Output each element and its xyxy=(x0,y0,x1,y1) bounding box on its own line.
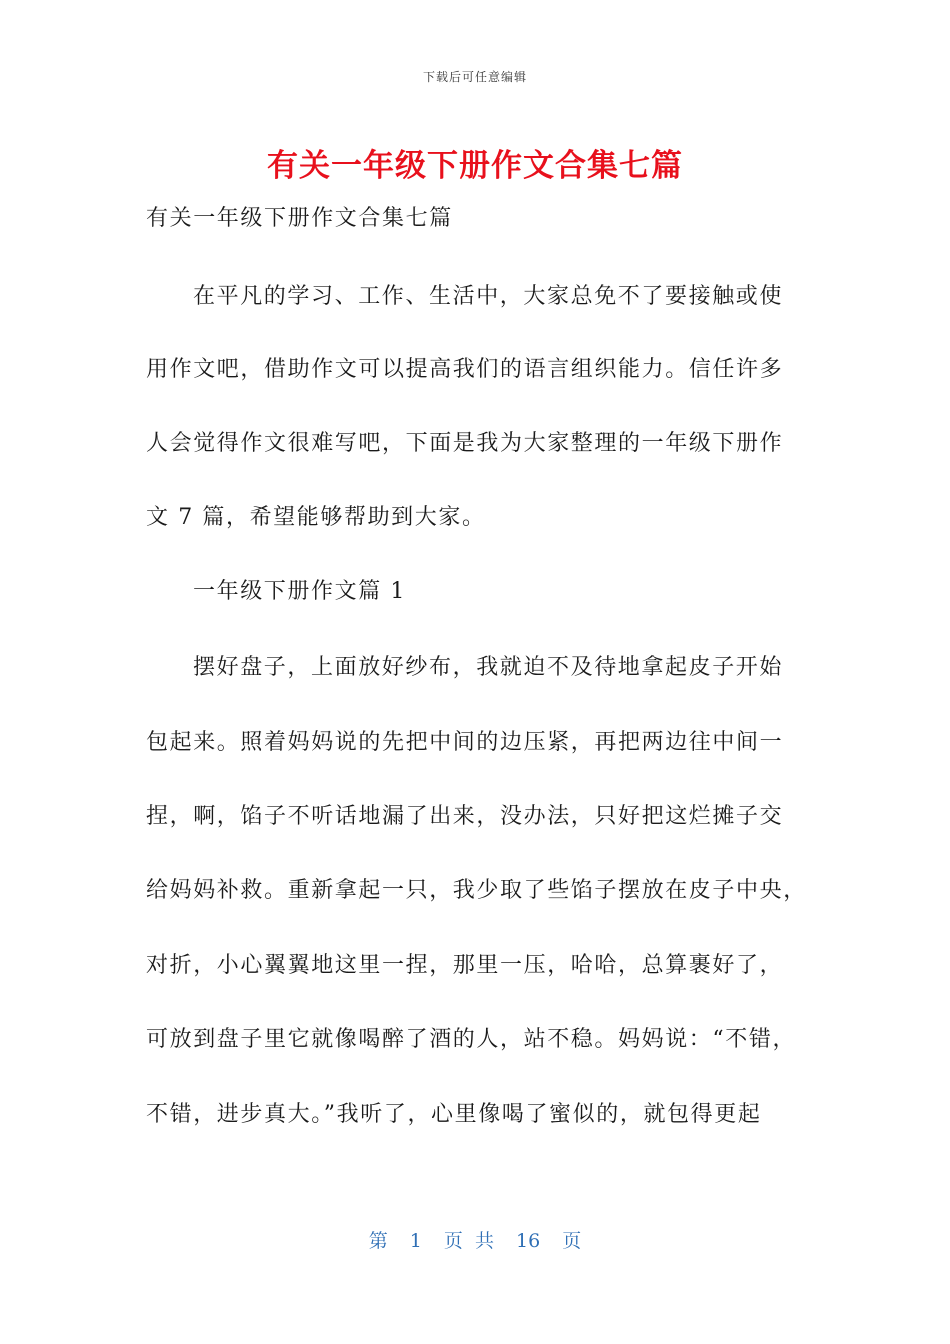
paragraph-line: 包起来。照着妈妈说的先把中间的边压紧，再把两边往中间一 xyxy=(146,730,784,755)
footer-middle: 页 共 xyxy=(443,1230,494,1252)
paragraph-line: 在平凡的学习、工作、生活中，大家总免不了要接触或使 xyxy=(193,284,784,309)
section-heading: 一年级下册作文篇 1 xyxy=(193,579,406,604)
header-note: 下载后可任意编辑 xyxy=(422,70,527,84)
paragraph-line: 不错，进步真大。”我听了，心里像喝了蜜似的，就包得更起 xyxy=(146,1102,762,1127)
paragraph-line: 人会觉得作文很难写吧，下面是我为大家整理的一年级下册作 xyxy=(146,431,784,456)
current-page-number: 1 xyxy=(409,1230,422,1252)
footer-prefix: 第 xyxy=(368,1230,388,1252)
total-page-count: 16 xyxy=(516,1230,541,1252)
paragraph-line: 对折，小心翼翼地这里一捏，那里一压，哈哈，总算裹好了， xyxy=(146,953,784,978)
subtitle-line: 有关一年级下册作文合集七篇 xyxy=(146,206,453,231)
paragraph-line: 给妈妈补救。重新拿起一只，我少取了些馅子摆放在皮子中央， xyxy=(146,878,807,903)
paragraph-line: 用作文吧，借助作文可以提高我们的语言组织能力。信任许多 xyxy=(146,357,784,382)
paragraph-line: 文 7 篇，希望能够帮助到大家。 xyxy=(146,505,486,530)
document-title: 有关一年级下册作文合集七篇 xyxy=(267,148,683,184)
paragraph-line: 可放到盘子里它就像喝醉了酒的人，站不稳。妈妈说：“不错， xyxy=(146,1027,797,1052)
paragraph-line: 摆好盘子，上面放好纱布，我就迫不及待地拿起皮子开始 xyxy=(193,655,784,680)
footer-suffix: 页 xyxy=(562,1230,582,1252)
page-footer xyxy=(0,1226,950,1253)
paragraph-line: 捏，啊，馅子不听话地漏了出来，没办法，只好把这烂摊子交 xyxy=(146,804,784,829)
